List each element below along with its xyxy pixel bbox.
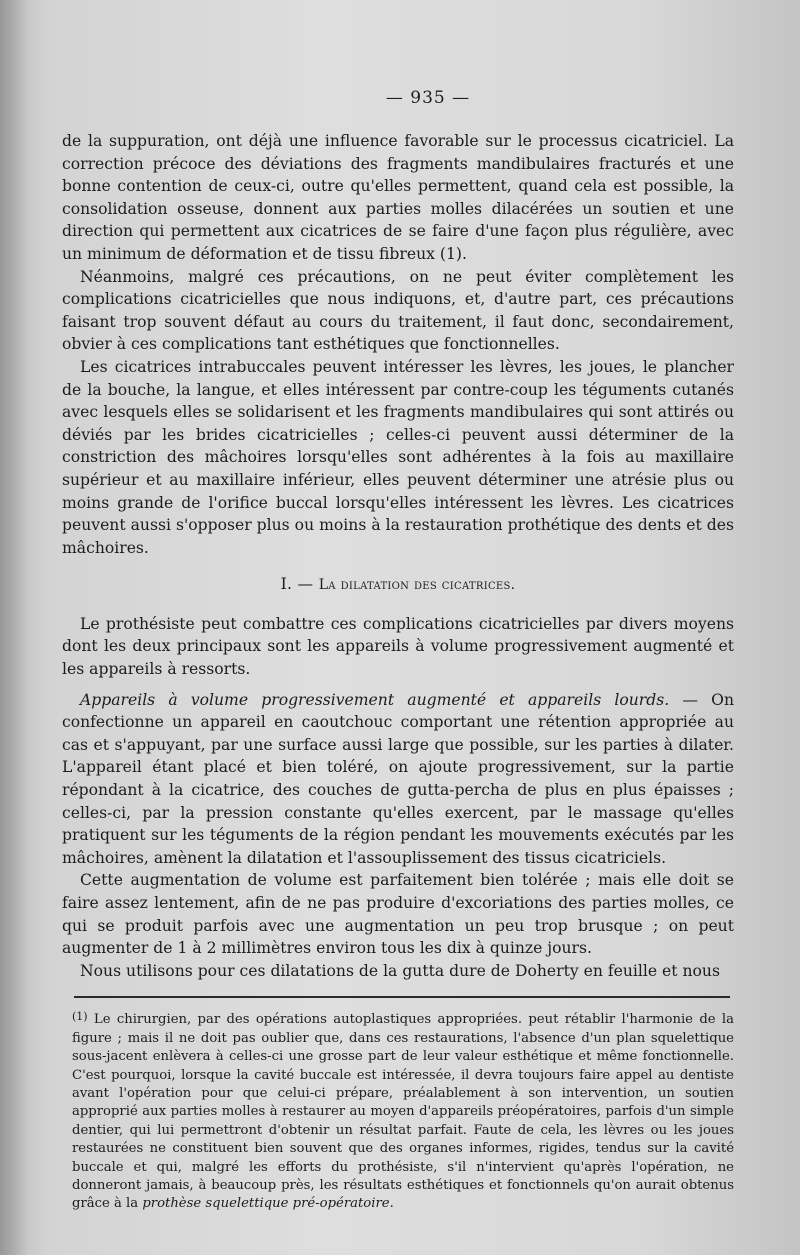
paragraph-appareils-body: — On confectionne un appareil en caoutchouc comportant une rétention appropriée au cas et s'appuyant, par une surface aussi large que possible, sur les parties à dilater. L'appareil étant placé et bien toléré, on ajoute progressivement, sur la partie répondant à la cicatrice, des couches de gutta-percha de plus en plus épaisses ; celles-ci, par la pression constante qu'elles exercent, par le massage qu'elles pratiquent sur les téguments de la région pendant les mouvements exécutés par les mâchoires, amènent la dilatation et l'assouplissement des tissus cicatriciels. xyxy=(62,690,734,867)
section-heading xyxy=(62,573,734,597)
page-edge-shadow xyxy=(0,0,28,1255)
paragraph-appareils-lead: Appareils à volume progressivement augmenté et appareils lourds. xyxy=(80,690,670,709)
paragraph-neanmoins: Néanmoins, malgré ces précautions, on ne peut éviter complètement les complications cicatricielles que nous indiquons, et, d'autre part, ces précautions faisant trop souvent défaut au cours du traitement, il faut donc, secondairement, obvier à ces complications tant esthétiques que fonctionnelles. xyxy=(62,267,734,354)
paragraph-cicatrices-intrabuccales: Les cicatrices intrabuccales peuvent intéresser les lèvres, les joues, le plancher de la bouche, la langue, et elles intéressent par contre-coup les téguments cutanés avec lesquels elles se solidarisent et les fragments mandibulaires qui sont attirés ou déviés par les brides cicatricielles ; celles-ci peuvent aussi déterminer de la constriction des mâchoires lorsqu'elles sont adhérentes à la fois au maxillaire supérieur et au maxillaire inférieur, elles peuvent déterminer une atrésie plus ou moins grande de l'orifice buccal lorsqu'elles intéressent les lèvres. Les cicatrices peuvent aussi s'opposer plus ou moins à la restauration prothétique des dents et des mâchoires. xyxy=(62,357,734,557)
footnote-mark: (1) xyxy=(72,1010,88,1024)
footnote-divider xyxy=(74,996,730,998)
paragraph-prothesiste: Le prothésiste peut combattre ces complications cicatricielles par divers moyens dont les deux principaux sont les appareils à volume progressivement augmenté et les appareils à ressorts. xyxy=(62,614,734,679)
footnote xyxy=(72,1008,734,1213)
page-number: — 935 — xyxy=(385,88,471,108)
paragraph-augmentation: Cette augmentation de volume est parfaitement bien tolérée ; mais elle doit se faire assez lentement, afin de ne pas produire d'excoriations des parties molles, ce qui se produit parfois avec une augmentation un peu trop brusque ; on peut augmenter de 1 à 2 millimètres environ tous les dix à quinze jours. xyxy=(62,871,734,958)
paragraph-suppuration: de la suppuration, ont déjà une influence favorable sur le processus cicatriciel. La correction précoce des déviations des fragments mandibulaires fracturés et une bonne contention de ceux-ci, outre qu'elles permettent, quand cela est possible, la consolidation osseuse, donnent aux parties molles dilacérées un soutien et une direction qui permettent aux cicatrices de se faire d'une façon plus régulière, avec un minimum de déformation et de tissu fibreux (1). xyxy=(62,132,734,263)
footnote-end: . xyxy=(389,1196,394,1212)
footnote-text: Le chirurgien, par des opérations autoplastiques appropriées. peut rétablir l'harmonie de la figure ; mais il ne doit pas oublier que, dans ces restaurations, l'absence d'un plan squelettique sous-jacent enlèvera à celles-ci une grosse part de leur valeur esthétique et même fonctionnelle. C'est pourquoi, lorsque la cavité buccale est intéressée, il devra toujours faire appel au dentiste avant l'opération pour que celui-ci prépare, préalablement à son intervention, un soutien approprié aux parties molles à restaurer au moyen d'appareils préopératoires, parfois d'un simple dentier, qui lui permettront d'obtenir un résultat parfait. Faute de cela, les lèvres ou les joues restaurées ne constituent bien souvent que des organes informes, rigides, tendus sur la cavité buccale et qui, malgré les efforts du prothésiste, s'il n'intervient qu'après l'opération, ne donneront jamais, à beaucoup près, les résultats esthétiques et fonctionnels qu'on aurait obtenus grâce à la xyxy=(72,1012,734,1212)
paragraph-gutta: Nous utilisons pour ces dilatations de la gutta dure de Doherty en feuille et nous xyxy=(80,961,720,980)
footnote-emphasis: prothèse squelettique pré-opératoire xyxy=(142,1196,390,1212)
section-heading-title: La dilatation des cicatrices. xyxy=(318,577,516,594)
paragraph-gap xyxy=(62,681,734,689)
paragraph-appareils xyxy=(62,689,734,870)
section-heading-number: I. — xyxy=(280,575,314,594)
body-text xyxy=(62,130,734,982)
